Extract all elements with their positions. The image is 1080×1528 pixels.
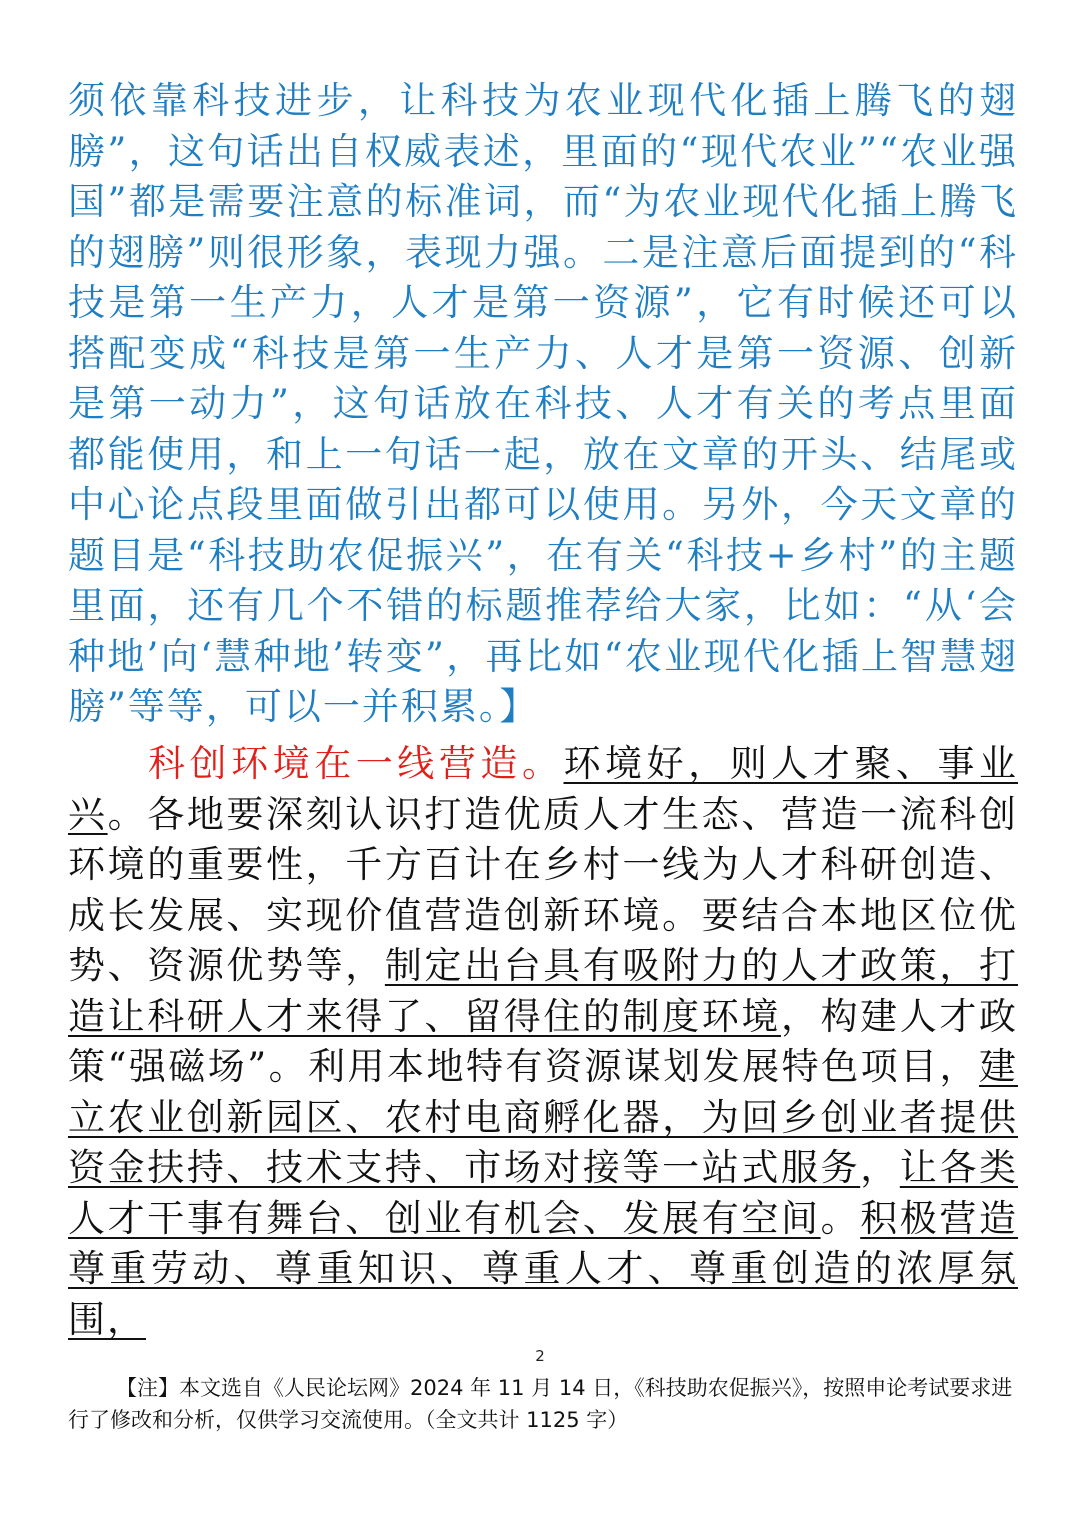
body-text: 。 bbox=[820, 1196, 861, 1240]
underlined-sentence: 建立农业创新园区、农村电商孵化器，为回乡创业者提供资金扶持、技术支持、市场对接等一站式服务 bbox=[68, 1045, 1018, 1189]
underlined-sentence: 制定出台具有吸附力的人才政策，打造让科研人才来得了、留得住的制度环境 bbox=[68, 944, 1019, 1038]
body-text: ，构建人才政策“强磁场”。利用本地特有资源谋划发展特色项目， bbox=[68, 994, 1019, 1088]
body-text: 。各地要深刻认识打造优质人才生态、营造一流科创环境的重要性，千方百计在乡村一线为人才科研创造、成长发展、实现价值营造创新环境。要结合本地区位优势、资源优势等， bbox=[68, 792, 1018, 987]
analysis-paragraph: 须依靠科技进步，让科技为农业现代化插上腾飞的翅膀”，这句话出自权威表述，里面的“现代农业”“农业强国”都是需要注意的标准词，而“为农业现代化插上腾飞的翅膀”则很形象，表现力强。二是注意后面提到的“科技是第一生产力，人才是第一资源”，它有时候还可以搭配变成“科技是第一生产力、人才是第一资源、创新是第一动力”，这句话放在科技、人才有关的考点里面都能使用，和上一句话一起，放在文章的开头、结尾或中心论点段里面做引出都可以使用。另外，今天文章的题目是“科技助农促振兴”，在有关“科技+乡村”的主题里面，还有几个不错的标题推荐给大家，比如：“从‘会种地’向‘慧种地’转变”，再比如“农业现代化插上智慧翅膀”等等，可以一并积累。】 bbox=[68, 79, 1018, 728]
source-note: 【注】本文选自《人民论坛网》2024 年 11 月 14 日，《科技助农促振兴》，按照申论考试要求进行了修改和分析，仅供学习交流使用。（全文共计 1125 字） bbox=[68, 1376, 1013, 1432]
body-text: ， bbox=[860, 1146, 900, 1189]
underlined-sentence: 环境好，则人才聚、事业兴 bbox=[68, 742, 1018, 836]
underlined-sentence: 让各类人才干事有舞台、创业有机会、发展有空间 bbox=[68, 1146, 1019, 1240]
body-paragraph bbox=[68, 739, 1018, 1345]
paragraph-lead-sentence: 科创环境在一线营造。 bbox=[148, 742, 564, 785]
underlined-sentence: 积极营造尊重劳动、尊重知识、尊重人才、尊重创造的浓厚氛围， bbox=[68, 1196, 1019, 1341]
page-number: 2 bbox=[535, 1347, 545, 1365]
